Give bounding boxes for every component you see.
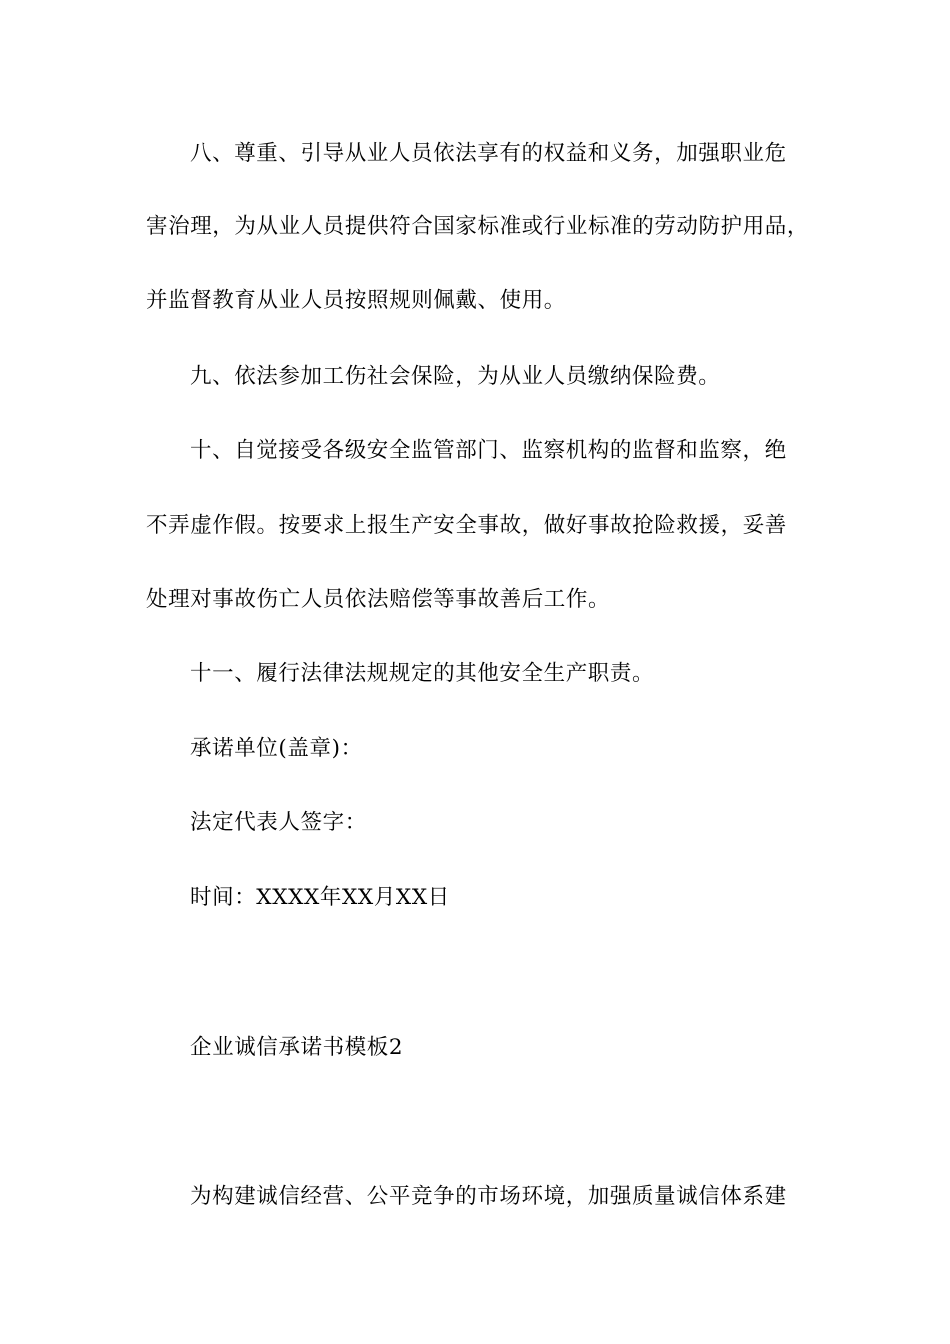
section-title: 企业诚信承诺书模板2 (190, 1035, 404, 1060)
paragraph-item-9-line-1: 九、依法参加工伤社会保险，为从业人员缴纳保险费。 (190, 364, 721, 389)
paragraph-item-10-line-3: 处理对事故伤亡人员依法赔偿等事故善后工作。 (146, 587, 611, 612)
paragraph-item-8-line-1: 八、尊重、引导从业人员依法享有的权益和义务，加强职业危 (190, 141, 787, 166)
signature-date-label: 时间：XXXX年XX月XX日 (190, 885, 450, 910)
paragraph-item-8-line-2: 害治理，为从业人员提供符合国家标准或行业标准的劳动防护用品， (146, 214, 810, 239)
paragraph-item-10-line-1: 十、自觉接受各级安全监管部门、监察机构的监督和监察，绝 (190, 438, 787, 463)
paragraph-item-11-line-1: 十一、履行法律法规规定的其他安全生产职责。 (190, 661, 655, 686)
signature-unit-label: 承诺单位(盖章)： (190, 736, 363, 761)
paragraph-item-8-line-3: 并监督教育从业人员按照规则佩戴、使用。 (146, 288, 566, 313)
paragraph-item-10-line-2: 不弄虚作假。按要求上报生产安全事故，做好事故抢险救援，妥善 (146, 513, 787, 538)
signature-representative-label: 法定代表人签字： (190, 810, 367, 835)
next-section-first-line: 为构建诚信经营、公平竞争的市场环境，加强质量诚信体系建 (190, 1184, 787, 1209)
